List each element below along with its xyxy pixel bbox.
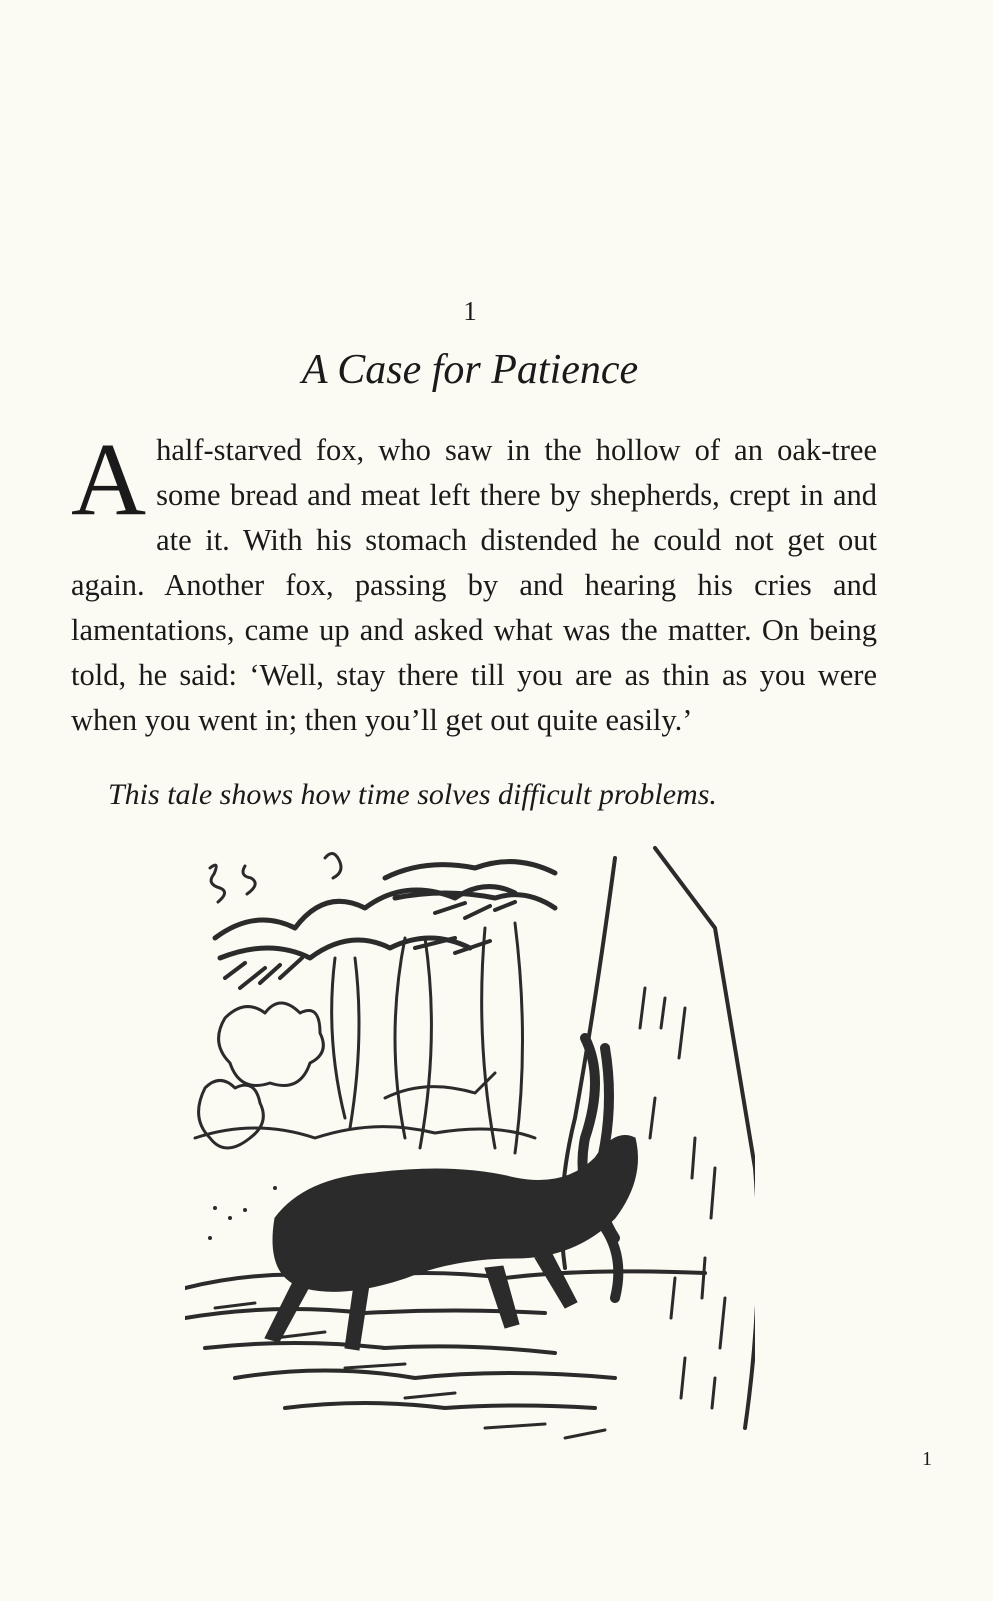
chapter-number: 1 (463, 296, 477, 326)
drop-cap: A (71, 422, 147, 537)
page-number: 1 (922, 1448, 932, 1470)
bush-outline (199, 1081, 264, 1149)
canopy-hatching (225, 902, 515, 988)
ground-hatching (185, 1271, 705, 1408)
story-text: half-starved fox, who saw in the hollow of an oak-tree some bread and meat left there by shepherds, crept in and ate it. With his stomach distended he could not get out again. Another fox, passing by and hearing his cries and lamentations, came up and asked what was the matter. On being told, he said: ‘Well, stay there till you are as thin as you were when you went in; then you’ll get out quite easily.’ (71, 433, 877, 737)
chapter-title: A Case for Patience (301, 347, 639, 393)
bush-outline (219, 1003, 324, 1086)
tree-trunk (332, 923, 523, 1153)
oak-trunk (562, 848, 755, 1428)
canopy-hatching (215, 862, 555, 958)
moral-text: This tale shows how time solves difficult problems. (108, 778, 717, 811)
foliage-scribble (210, 853, 341, 902)
fox-illustration (185, 838, 755, 1456)
bark-hatching (640, 988, 725, 1408)
story-paragraph (71, 422, 877, 743)
